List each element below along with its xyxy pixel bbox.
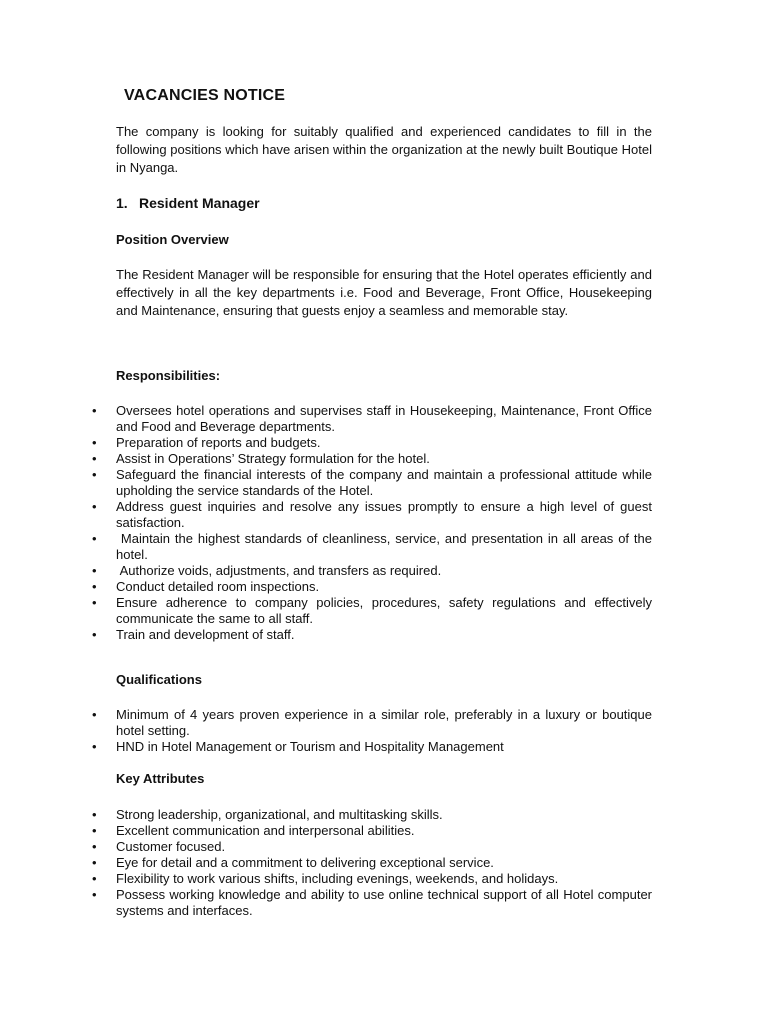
bullet-icon: • xyxy=(92,403,97,418)
section-title: Resident Manager xyxy=(139,195,260,211)
list-item xyxy=(0,839,652,855)
list-item xyxy=(0,627,652,643)
qualifications-list xyxy=(0,707,652,755)
list-item-text: Flexibility to work various shifts, including evenings, weekends, and holidays. xyxy=(116,871,559,886)
list-item xyxy=(0,499,652,531)
list-item-text: Assist in Operations’ Strategy formulation for the hotel. xyxy=(116,451,430,466)
list-item-text: Preparation of reports and budgets. xyxy=(116,435,321,450)
intro-paragraph: The company is looking for suitably qualified and experienced candidates to fill in the following positions which have arisen within the organization at the newly built Boutique Hotel in Nyanga. xyxy=(116,124,652,175)
bullet-icon: • xyxy=(92,595,97,610)
list-item xyxy=(0,435,652,451)
section-number: 1. xyxy=(116,195,128,211)
responsibilities-heading: Responsibilities: xyxy=(116,368,221,383)
bullet-icon: • xyxy=(92,451,97,466)
bullet-icon: • xyxy=(92,435,97,450)
bullet-icon: • xyxy=(92,871,97,886)
list-item xyxy=(0,887,652,919)
list-item xyxy=(0,807,652,823)
list-item-text: Safeguard the financial interests of the company and maintain a professional attitude while upholding the service standards of the Hotel. xyxy=(116,467,652,498)
key-attributes-heading: Key Attributes xyxy=(116,771,205,786)
bullet-icon: • xyxy=(92,807,97,822)
list-item-text: Minimum of 4 years proven experience in a similar role, preferably in a luxury or boutique hotel setting. xyxy=(116,707,652,738)
bullet-icon: • xyxy=(92,579,97,594)
key-attributes-list xyxy=(0,807,652,919)
bullet-icon: • xyxy=(92,531,97,546)
position-overview-heading: Position Overview xyxy=(116,232,229,247)
list-item xyxy=(0,871,652,887)
bullet-icon: • xyxy=(92,499,97,514)
bullet-icon: • xyxy=(92,467,97,482)
list-item-text: Address guest inquiries and resolve any issues promptly to ensure a high level of guest satisfaction. xyxy=(116,499,652,530)
list-item xyxy=(0,823,652,839)
bullet-icon: • xyxy=(92,739,97,754)
bullet-icon: • xyxy=(92,627,97,642)
bullet-icon: • xyxy=(92,823,97,838)
list-item xyxy=(0,579,652,595)
list-item xyxy=(0,739,652,755)
list-item xyxy=(0,855,652,871)
list-item xyxy=(0,707,652,739)
list-item-text: Train and development of staff. xyxy=(116,627,295,642)
bullet-icon: • xyxy=(92,707,97,722)
list-item-text: Possess working knowledge and ability to use online technical support of all Hotel computer systems and interfaces. xyxy=(116,887,652,918)
bullet-icon: • xyxy=(92,855,97,870)
bullet-icon: • xyxy=(92,887,97,902)
list-item-text: Excellent communication and interpersonal abilities. xyxy=(116,823,415,838)
list-item-text: Customer focused. xyxy=(116,839,226,854)
list-item-text: Strong leadership, organizational, and multitasking skills. xyxy=(116,807,443,822)
list-item-text: Ensure adherence to company policies, procedures, safety regulations and effectively communicate the same to all staff. xyxy=(116,595,652,626)
bullet-icon: • xyxy=(92,563,97,578)
page-title: VACANCIES NOTICE xyxy=(124,87,286,104)
list-item xyxy=(0,563,652,579)
qualifications-heading: Qualifications xyxy=(116,672,202,687)
list-item-text: Conduct detailed room inspections. xyxy=(116,579,320,594)
list-item-text: Eye for detail and a commitment to delivering exceptional service. xyxy=(116,855,494,870)
bullet-icon: • xyxy=(92,839,97,854)
list-item-text: Authorize voids, adjustments, and transfers as required. xyxy=(116,563,442,578)
list-item-text: HND in Hotel Management or Tourism and Hospitality Management xyxy=(116,739,504,754)
list-item-text: Maintain the highest standards of cleanliness, service, and presentation in all areas of the hotel. xyxy=(116,531,656,562)
list-item-text: Oversees hotel operations and supervises staff in Housekeeping, Maintenance, Front Office and Food and Beverage departments. xyxy=(116,403,652,434)
list-item xyxy=(0,451,652,467)
list-item xyxy=(0,403,652,435)
responsibilities-list xyxy=(0,403,656,643)
section-heading xyxy=(116,195,260,211)
list-item xyxy=(0,595,652,627)
list-item xyxy=(0,531,656,563)
list-item xyxy=(0,467,652,499)
position-overview-text: The Resident Manager will be responsible for ensuring that the Hotel operates efficiently and effectively in all the key departments i.e. Food and Beverage, Front Office, Housekeeping and Maintenance, ensuring that guests enjoy a seamless and memorable stay. xyxy=(116,267,652,318)
